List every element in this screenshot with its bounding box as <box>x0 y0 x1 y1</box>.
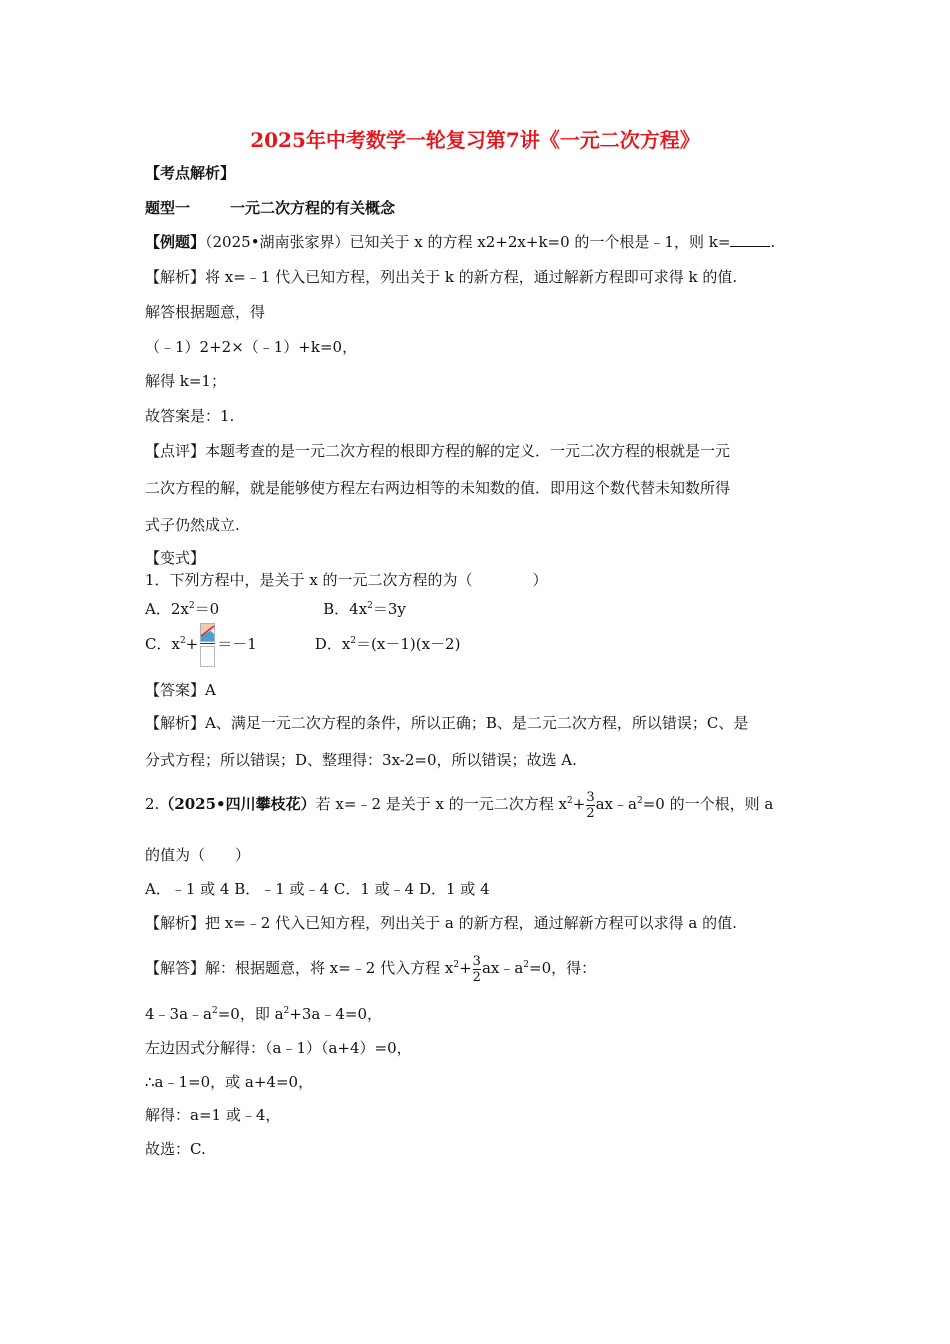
broken-image-fraction <box>200 623 215 667</box>
option-a: A．$2x^2=0$ <box>145 600 220 618</box>
page-title: 2025年中考数学一轮复习第7讲《一元二次方程》 <box>250 128 700 152</box>
fraction-three-halves: $\frac{3}{2}$ <box>586 789 595 821</box>
option-b: B．$4x^2=3y$ <box>323 600 406 618</box>
example-end: . <box>770 233 776 251</box>
image-placeholder-icon <box>200 623 215 642</box>
example-line <box>145 232 775 252</box>
q2-analysis: 【解析】把 x=﹣2 代入已知方程，列出关于 a 的新方程，通过解新方程可以求得 a 的值. <box>145 914 737 932</box>
solve-line-3: 解得 k=1； <box>145 372 226 390</box>
q2-options: A．﹣1 或 4 B．﹣1 或﹣4 C．1 或﹣4 D．1 或 4 <box>145 880 490 898</box>
q2-step-3: ∴a﹣1=0，或 a+4=0， <box>145 1073 314 1091</box>
topic-name: 一元二次方程的有关概念 <box>230 199 396 217</box>
q2-step-1: $4﹣3a﹣a^2=0$，即 $a^2+3a﹣4=0$， <box>145 1005 382 1023</box>
q1-analysis-2: 分式方程；所以错误；D、整理得：3x-2=0，所以错误；故选 A. <box>145 751 577 769</box>
answer-blank <box>730 232 770 247</box>
q2-source: （2025•四川攀枝花） <box>159 795 316 813</box>
q1-options-ab <box>145 599 406 619</box>
q1-stem: 1．下列方程中，是关于 x 的一元二次方程的为（ ） <box>145 571 548 589</box>
q1-options-cd <box>145 622 460 667</box>
topic-label: 题型一 <box>145 199 191 217</box>
q1-analysis-1: 【解析】A、满足一元二次方程的条件，所以正确；B、是二元二次方程，所以错误；C、是 <box>145 714 749 732</box>
solve-line-4: 故答案是：1. <box>145 407 235 425</box>
q2-number: 2. <box>145 795 160 813</box>
analysis-1: 【解析】将 x=﹣1 代入已知方程，列出关于 k 的新方程，通过解新方程即可求得 k 的值. <box>145 268 738 286</box>
example-tag: 【例题】 <box>145 233 206 251</box>
q1-answer: 【答案】A <box>145 681 216 699</box>
topic-heading <box>145 198 395 218</box>
q2-stem: 2.（2025•四川攀枝花）若 x=﹣2 是关于 x 的一元二次方程 $x^2+$ $\frac{3}{2}$ $ax﹣a^2=0$ 的一个根，则 a <box>145 789 774 821</box>
comment-line-1: 【点评】本题考查的是一元二次方程的根即方程的解的定义．一元二次方程的根就是一元 <box>145 442 731 460</box>
solve-line-1: 解答根据题意，得 <box>145 303 266 321</box>
variant-tag: 【变式】 <box>145 549 206 567</box>
option-d: D．$x^2=(x-1)(x-2)$ <box>314 635 461 653</box>
fraction-three-halves: $\frac{3}{2}$ <box>472 953 481 985</box>
q2-solve-line: 【解答】解：根据题意，将 x=﹣2 代入方程 $x^2+$ $\frac{3}{2}$ $ax﹣a^2=0$，得： <box>145 953 597 985</box>
q2-step-5: 故选：C. <box>145 1140 206 1158</box>
comment-line-2: 二次方程的解，就是能够使方程左右两边相等的未知数的值．即用这个数代替未知数所得 <box>145 479 731 497</box>
q2-step-4: 解得：a=1 或﹣4， <box>145 1106 281 1124</box>
example-text: （2025•湖南张家界）已知关于 x 的方程 x2+2x+k=0 的一个根是﹣1，则 k= <box>205 233 731 251</box>
solve-line-2: （﹣1）2+2×（﹣1）+k=0， <box>145 338 358 356</box>
q2-step-2: 左边因式分解得：（a﹣1）（a+4）=0， <box>145 1039 412 1057</box>
section-header: 【考点解析】 <box>145 164 236 182</box>
option-c: C．$x^2+$ ＝－1 <box>145 635 257 653</box>
comment-line-3: 式子仍然成立. <box>145 516 240 534</box>
q2-stem-cont: 的值为（ ） <box>145 846 251 864</box>
